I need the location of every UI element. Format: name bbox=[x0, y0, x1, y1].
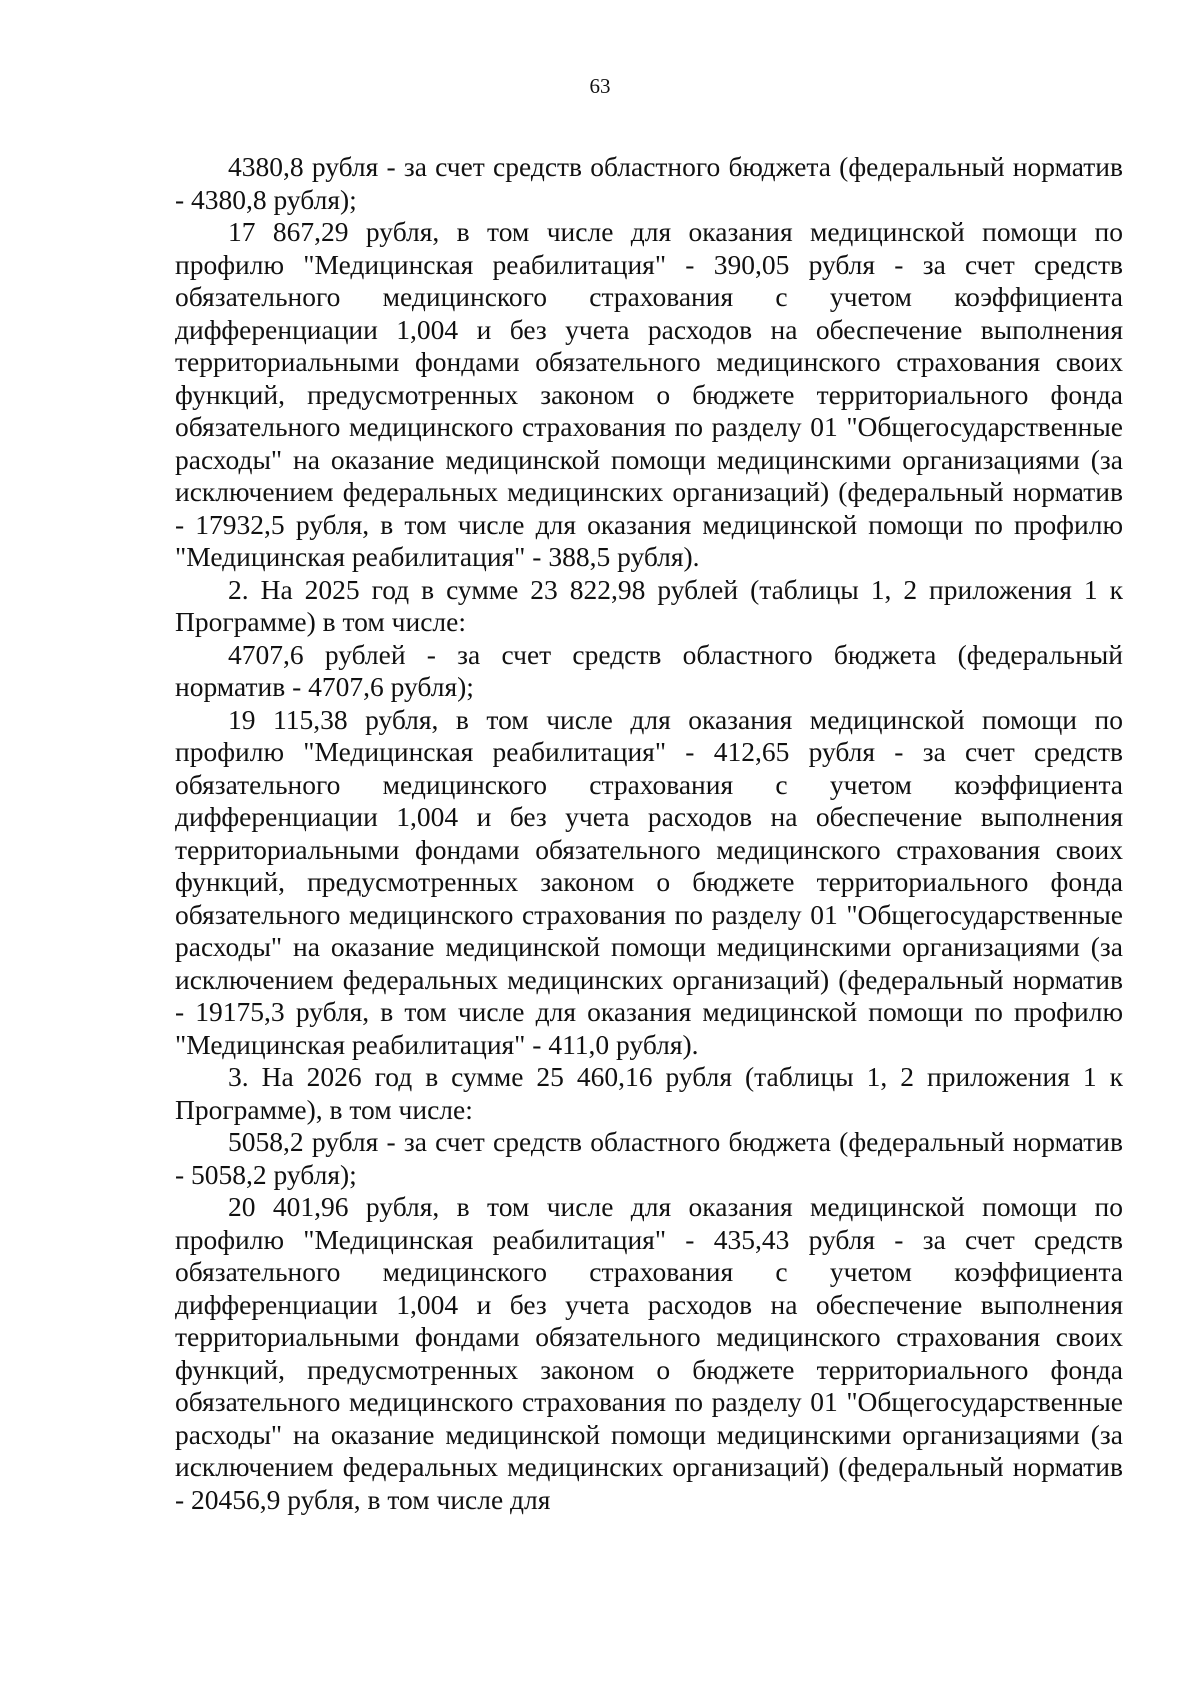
paragraph-oms-2024: 17 867,29 рубля, в том числе для оказания медицинской помощи по профилю "Медицинская реабилитация" - 390,05 рубля - за счет средств обязательного медицинского страхования с учетом коэффициента дифференциации 1,004 и без учета расходов на обеспечение выполнения территориальными фондами обязательного медицинского страхования своих функций, предусмотренных законом о бюджете территориального фонда обязательного медицинского страхования по разделу 01 "Общегосударственные расходы" на оказание медицинской помощи медицинскими организациями (за исключением федеральных медицинских организаций) (федеральный норматив - 17932,5 рубля, в том числе для оказания медицинской помощи по профилю "Медицинская реабилитация" - 388,5 рубля). bbox=[175, 216, 1123, 572]
page-number: 63 bbox=[589, 74, 611, 98]
paragraph-regional-budget-2024: 4380,8 рубля - за счет средств областного бюджета (федеральный норматив - 4380,8 рубля); bbox=[175, 151, 1123, 215]
paragraph-regional-budget-2026: 5058,2 рубля - за счет средств областного бюджета (федеральный норматив - 5058,2 рубля); bbox=[175, 1126, 1123, 1190]
document-body bbox=[175, 151, 1123, 1516]
paragraph-oms-2025: 19 115,38 рубля, в том числе для оказания медицинской помощи по профилю "Медицинская реабилитация" - 412,65 рубля - за счет средств обязательного медицинского страхования с учетом коэффициента дифференциации 1,004 и без учета расходов на обеспечение выполнения территориальными фондами обязательного медицинского страхования своих функций, предусмотренных законом о бюджете территориального фонда обязательного медицинского страхования по разделу 01 "Общегосударственные расходы" на оказание медицинской помощи медицинскими организациями (за исключением федеральных медицинских организаций) (федеральный норматив - 19175,3 рубля, в том числе для оказания медицинской помощи по профилю "Медицинская реабилитация" - 411,0 рубля). bbox=[175, 703, 1123, 1060]
paragraph-oms-2026: 20 401,96 рубля, в том числе для оказания медицинской помощи по профилю "Медицинская реабилитация" - 435,43 рубля - за счет средств обязательного медицинского страхования с учетом коэффициента дифференциации 1,004 и без учета расходов на обеспечение выполнения территориальными фондами обязательного медицинского страхования своих функций, предусмотренных законом о бюджете территориального фонда обязательного медицинского страхования по разделу 01 "Общегосударственные расходы" на оказание медицинской помощи медицинскими организациями (за исключением федеральных медицинских организаций) (федеральный норматив - 20456,9 рубля, в том числе для bbox=[175, 1191, 1123, 1515]
paragraph-total-2025: 2. На 2025 год в сумме 23 822,98 рублей (таблицы 1, 2 приложения 1 к Программе) в том числе: bbox=[175, 573, 1123, 637]
paragraph-total-2026: 3. На 2026 год в сумме 25 460,16 рубля (таблицы 1, 2 приложения 1 к Программе), в том числе: bbox=[175, 1061, 1123, 1125]
paragraph-regional-budget-2025: 4707,6 рублей - за счет средств областного бюджета (федеральный норматив - 4707,6 рубля); bbox=[175, 638, 1123, 702]
